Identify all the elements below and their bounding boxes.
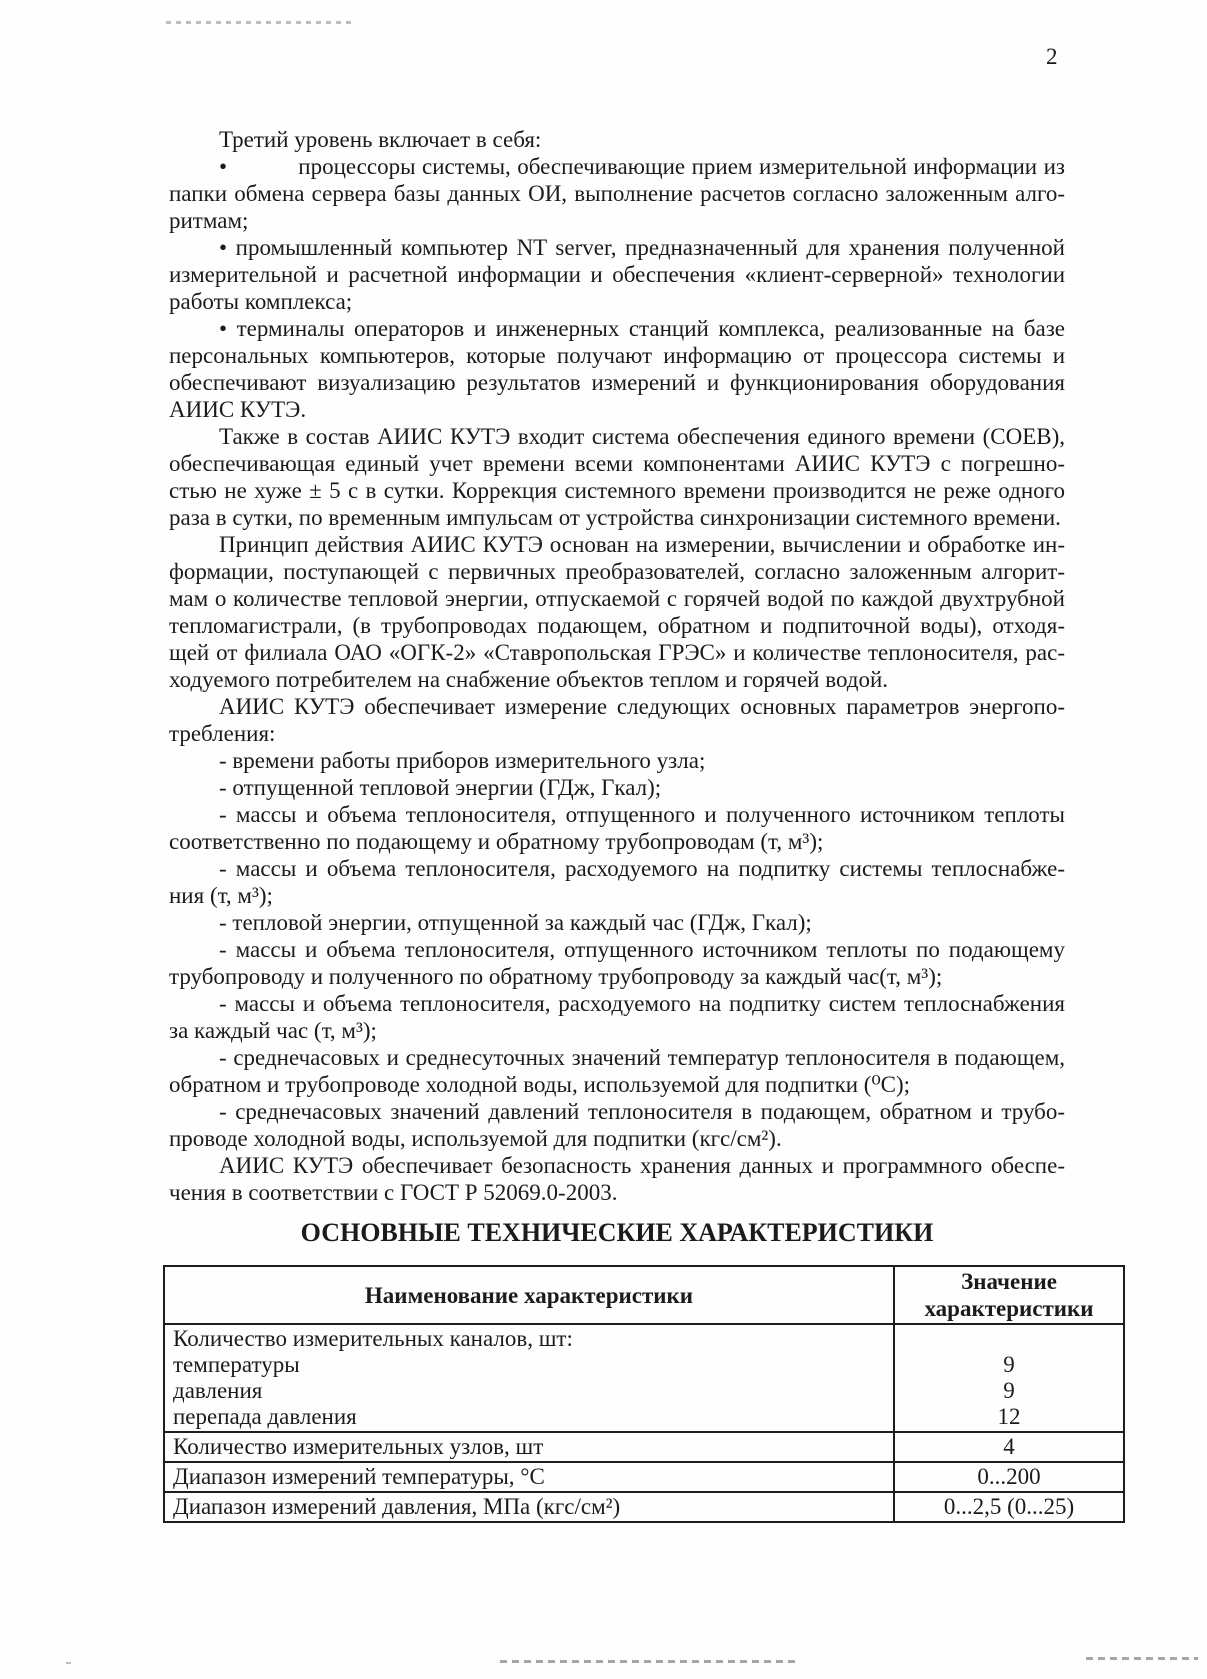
cell-line: Диапазон измерений давления, МПа (кгс/см²) (173, 1494, 621, 1519)
characteristic-value-cell (894, 1492, 1124, 1522)
table-body (164, 1324, 1124, 1522)
text-line: - тепловой энергии, отпущенной за каждый час (ГДж, Гкал); (219, 910, 812, 935)
text-line: Третий уровень включает в себя: (219, 127, 542, 152)
text-line: обратном и трубопроводе холодной воды, используемой для подпитки (⁰С); (169, 1072, 911, 1097)
text-line: требления: (169, 721, 276, 746)
text-line: щей от филиала ОАО «ОГК-2» «Ставропольская ГРЭС» и количестве теплоносителя, рас- (169, 640, 1065, 665)
text-line: измерительной и расчетной информации и обеспечения «клиент-серверной» технологии (169, 262, 1065, 287)
cell-line: 0...2,5 (0...25) (943, 1494, 1075, 1519)
text-line: АИИС КУТЭ. (169, 397, 307, 422)
text-line: ния (т, м³); (169, 883, 273, 908)
section-heading: ОСНОВНЫЕ ТЕХНИЧЕСКИЕ ХАРАКТЕРИСТИКИ (300, 1218, 934, 1247)
cell-line: давления (173, 1378, 263, 1403)
page-number: 2 (1046, 44, 1058, 69)
cell-line (903, 1326, 1115, 1352)
text-line: • терминалы операторов и инженерных станций комплекса, реализованные на базе (219, 316, 1065, 341)
cell-line: перепада давления (173, 1404, 357, 1429)
text-line: ходуемого потребителем на снабжение объектов теплом и горячей водой. (169, 667, 889, 692)
characteristic-value-cell (894, 1462, 1124, 1492)
text-line: папки обмена сервера базы данных ОИ, выполнение расчетов согласно заложенным алго- (169, 181, 1065, 206)
table-row (164, 1492, 1124, 1522)
scan-artifact (1086, 1657, 1198, 1660)
cell-line: температуры (173, 1352, 300, 1377)
cell-line: 4 (1003, 1434, 1015, 1459)
text-line: обеспечивающая единый учет времени всеми компонентами АИИС КУТЭ с погрешно- (169, 451, 1065, 476)
text-line: - времени работы приборов измерительного узла; (219, 748, 706, 773)
text-line: • процессоры системы, обеспечивающие прием измерительной информации из (219, 154, 1065, 179)
text-line: соответственно по подающему и обратному трубопроводам (т, м³); (169, 829, 824, 854)
text-line: за каждый час (т, м³); (169, 1018, 377, 1043)
text-line: - отпущенной тепловой энергии (ГДж, Гкал); (219, 775, 662, 800)
table-header-name: Наименование характеристики (164, 1266, 894, 1324)
text-line: стью не хуже ± 5 с в сутки. Коррекция системного времени производится не реже одного (169, 478, 1065, 503)
text-line: • промышленный компьютер NT server, предназначенный для хранения полученной (219, 235, 1065, 260)
cell-line: 0...200 (977, 1464, 1041, 1489)
table-header-value: Значение характеристики (894, 1266, 1124, 1324)
text-line: Также в состав АИИС КУТЭ входит система обеспечения единого времени (СОЕВ), (219, 424, 1065, 449)
text-line: - массы и объема теплоносителя, расходуемого на подпитку систем теплоснабжения (219, 991, 1065, 1016)
text-line: обеспечивают визуализацию результатов измерений и функционирования оборудования (169, 370, 1065, 395)
characteristic-value-cell (894, 1324, 1124, 1432)
table-header-row (164, 1266, 1124, 1324)
table-row (164, 1324, 1124, 1432)
text-line: - массы и объема теплоносителя, отпущенного источником теплоты по подающему (219, 937, 1065, 962)
characteristics-table (163, 1265, 1125, 1523)
text-line: ритмам; (169, 208, 249, 233)
cell-line: Диапазон измерений температуры, °С (173, 1464, 545, 1489)
text-line: формации, поступающей с первичных преобразователей, согласно заложенным алгорит- (169, 559, 1065, 584)
characteristic-name-cell (164, 1462, 894, 1492)
table-row (164, 1462, 1124, 1492)
text-line: АИИС КУТЭ обеспечивает безопасность хранения данных и программного обеспе- (219, 1153, 1065, 1178)
cell-line: 12 (997, 1404, 1021, 1429)
scan-artifact (500, 1660, 795, 1663)
text-line: - среднечасовых значений давлений теплоносителя в подающем, обратном и трубо- (219, 1099, 1065, 1124)
text-line: - массы и объема теплоносителя, отпущенного и полученного источником теплоты (219, 802, 1065, 827)
text-line: тепломагистрали, (в трубопроводах подающем, обратном и подпиточной воды), отходя- (169, 613, 1065, 638)
scan-artifact (66, 1662, 76, 1664)
text-line: раза в сутки, по временным импульсам от устройства синхронизации системного времени. (169, 505, 1061, 530)
text-line: чения в соответствии с ГОСТ Р 52069.0-2003. (169, 1180, 618, 1205)
text-line: - массы и объема теплоносителя, расходуемого на подпитку системы теплоснабже- (219, 856, 1065, 881)
cell-line: 9 (1003, 1378, 1015, 1403)
scan-artifact (166, 21, 351, 24)
text-line: мам о количестве тепловой энергии, отпускаемой с горячей водой по каждой двухтрубной (169, 586, 1065, 611)
characteristic-name-cell (164, 1492, 894, 1522)
text-line: Принцип действия АИИС КУТЭ основан на измерении, вычислении и обработке ин- (219, 532, 1065, 557)
text-line: трубопроводу и полученного по обратному трубопроводу за каждый час(т, м³); (169, 964, 943, 989)
text-line: персональных компьютеров, которые получают информацию от процессора системы и (169, 343, 1065, 368)
text-line: проводе холодной воды, используемой для подпитки (кгс/см²). (169, 1126, 782, 1151)
characteristic-name-cell (164, 1324, 894, 1432)
characteristic-name-cell (164, 1432, 894, 1462)
characteristic-value-cell (894, 1432, 1124, 1462)
text-line: - среднечасовых и среднесуточных значений температур теплоносителя в подающем, (219, 1045, 1065, 1070)
cell-line: 9 (1003, 1352, 1015, 1377)
table-row (164, 1432, 1124, 1462)
body-text (169, 126, 1065, 1206)
cell-line: Количество измерительных каналов, шт: (173, 1326, 573, 1351)
cell-line: Количество измерительных узлов, шт (173, 1434, 544, 1459)
text-line: АИИС КУТЭ обеспечивает измерение следующих основных параметров энергопо- (219, 694, 1065, 719)
text-line: работы комплекса; (169, 289, 353, 314)
